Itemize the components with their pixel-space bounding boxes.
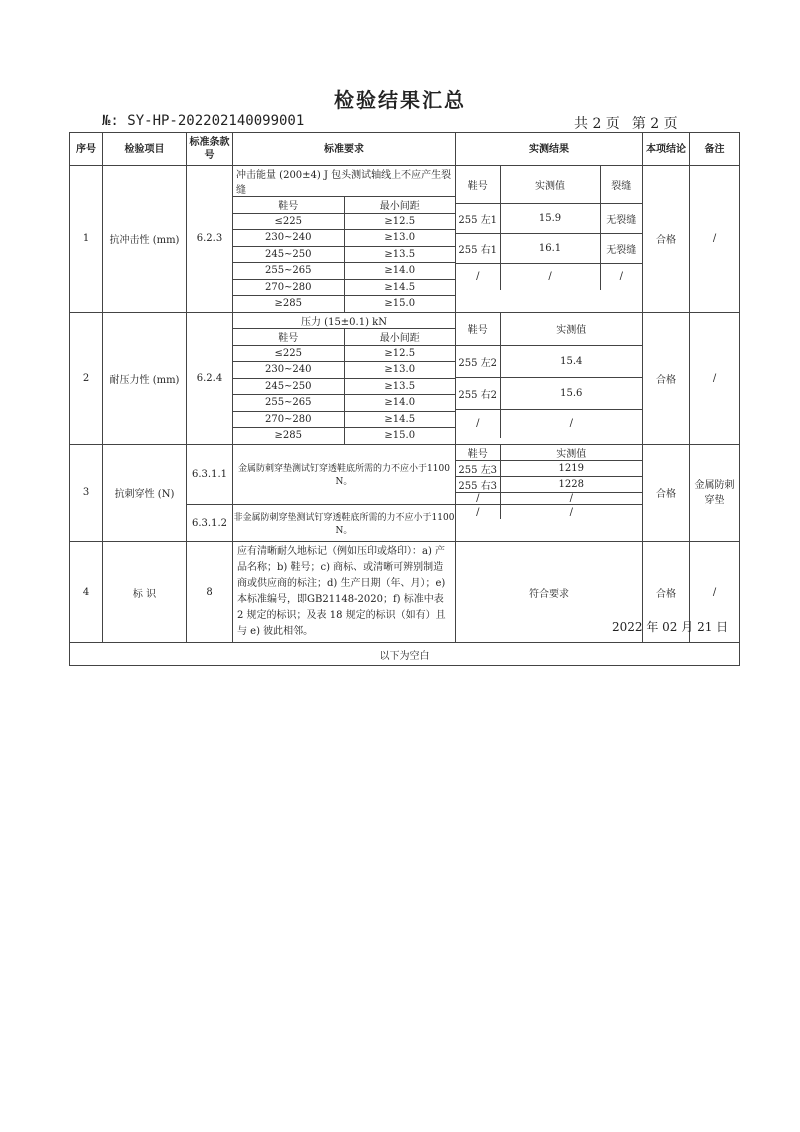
measured-value: 15.4 xyxy=(500,346,642,378)
conclusion-cell: 合格 xyxy=(643,444,690,542)
table-header-row xyxy=(70,133,740,166)
res-header-crack: 裂缝 xyxy=(600,166,642,203)
table-row xyxy=(70,312,740,444)
measured-value: 1228 xyxy=(500,476,642,492)
conclusion-cell: 合格 xyxy=(643,166,690,313)
measured-value: 1219 xyxy=(500,460,642,476)
col-remark: 备注 xyxy=(690,133,740,166)
requirement-title: 冲击能量 (200±4) J 包头测试轴线上不应产生裂缝 xyxy=(233,166,455,197)
result-cell xyxy=(456,166,643,313)
col-requirement: 标准要求 xyxy=(233,133,456,166)
min-gap: ≥15.0 xyxy=(384,430,416,442)
requirement-text: 应有清晰耐久地标记（例如压印或烙印）：a) 产品名称；b) 鞋号；c) 商标、或清晰可辨别制造商或供应商的标注；d) 生产日期（年、月）；e) 本标准编号，即GB21148-2020；f) 标准中表 2 规定的标识；及表 18 规定的标识（如有）且与 e) 彼此相邻。 xyxy=(233,542,456,643)
result-subtable xyxy=(456,445,642,505)
remark-cell: / xyxy=(690,166,740,313)
res-header-value: 实测值 xyxy=(500,313,642,346)
report-date: 2022 年 02 月 21 日 xyxy=(612,620,729,634)
item-cell: 耐压力性 (mm) xyxy=(103,312,187,444)
sample-id: 255 左3 xyxy=(456,460,500,476)
subheader-size: 鞋号 xyxy=(233,197,344,214)
res-header-value: 实测值 xyxy=(500,445,642,461)
result-subtable xyxy=(456,505,642,519)
size-range: ≤225 xyxy=(233,345,344,362)
size-range: ≥285 xyxy=(233,296,344,312)
page-number: 第 2 页 xyxy=(631,116,678,132)
result-cell xyxy=(456,444,643,505)
seq-cell: 4 xyxy=(70,542,103,643)
table-row xyxy=(70,444,740,505)
measured-value: / xyxy=(569,506,573,518)
sample-id: 255 右3 xyxy=(456,476,500,492)
size-range: 255~265 xyxy=(233,395,344,412)
size-range: 245~250 xyxy=(233,378,344,395)
sample-id: 255 右1 xyxy=(456,233,500,263)
measured-value: / xyxy=(569,418,573,430)
clause-cell: 6.2.3 xyxy=(187,166,233,313)
result-text: 符合要求 xyxy=(456,542,643,643)
sample-id: / xyxy=(456,410,500,438)
result-subtable xyxy=(456,313,642,438)
requirement-cell xyxy=(233,312,456,444)
result-cell xyxy=(456,312,643,444)
res-header-value: 实测值 xyxy=(500,166,600,203)
size-range: 270~280 xyxy=(233,279,344,296)
item-cell: 标 识 xyxy=(103,542,187,643)
seq-cell: 1 xyxy=(70,166,103,313)
requirement-text: 非金属防刺穿垫测试钉穿透鞋底所需的力不应小于1100 N。 xyxy=(233,505,456,542)
res-header-size: 鞋号 xyxy=(456,313,500,346)
item-cell: 抗刺穿性 (N) xyxy=(103,444,187,542)
subheader-min: 最小间距 xyxy=(344,197,455,214)
min-gap: ≥13.0 xyxy=(344,362,455,379)
page-counter xyxy=(574,113,690,133)
col-result: 实测结果 xyxy=(456,133,643,166)
sample-id: / xyxy=(456,505,500,519)
seq-cell: 3 xyxy=(70,444,103,542)
table-row xyxy=(70,166,740,313)
min-gap: ≥14.0 xyxy=(344,263,455,280)
col-seq: 序号 xyxy=(70,133,103,166)
blank-note: 以下为空白 xyxy=(70,643,740,666)
res-header-size: 鞋号 xyxy=(456,166,500,203)
measured-value: 15.9 xyxy=(500,203,600,233)
crack-result: 无裂缝 xyxy=(600,233,642,263)
requirement-subtable xyxy=(233,166,455,312)
size-range: 230~240 xyxy=(233,362,344,379)
col-conclusion: 本项结论 xyxy=(643,133,690,166)
sample-id: / xyxy=(456,492,500,504)
size-range: 230~240 xyxy=(233,230,344,247)
result-subtable xyxy=(456,166,642,290)
remark-cell: / xyxy=(690,542,740,643)
blank-note-row xyxy=(70,643,740,666)
size-range: 245~250 xyxy=(233,246,344,263)
crack-result: 无裂缝 xyxy=(600,203,642,233)
min-gap: ≥13.5 xyxy=(344,378,455,395)
measured-value: / xyxy=(500,263,600,290)
min-gap: ≥13.5 xyxy=(344,246,455,263)
clause-cell: 6.3.1.1 xyxy=(187,444,233,505)
clause-cell: 8 xyxy=(187,542,233,643)
sample-id: 255 左1 xyxy=(456,203,500,233)
sample-id: 255 右2 xyxy=(456,378,500,410)
total-pages: 共 2 页 xyxy=(574,116,620,132)
page-title: 检验结果汇总 xyxy=(334,88,466,112)
subheader-size: 鞋号 xyxy=(233,329,344,346)
size-range: 270~280 xyxy=(233,411,344,428)
size-range: ≤225 xyxy=(233,213,344,230)
requirement-title: 压力 (15±0.1) kN xyxy=(233,313,455,329)
crack-result: / xyxy=(619,271,623,283)
item-cell: 抗冲击性 (mm) xyxy=(103,166,187,313)
subheader-min: 最小间距 xyxy=(344,329,455,346)
min-gap: ≥12.5 xyxy=(344,213,455,230)
res-header-size: 鞋号 xyxy=(456,445,500,461)
clause-cell: 6.2.4 xyxy=(187,312,233,444)
requirement-text: 金属防刺穿垫测试钉穿透鞋底所需的力不应小于1100 N。 xyxy=(233,444,456,505)
result-cell xyxy=(456,505,643,542)
col-item: 检验项目 xyxy=(103,133,187,166)
min-gap: ≥15.0 xyxy=(384,298,416,310)
conclusion-cell: 合格 xyxy=(643,542,690,643)
requirement-cell xyxy=(233,166,456,313)
results-table xyxy=(69,132,740,666)
document-number: №: SY-HP-202202140099001 xyxy=(102,113,305,129)
measured-value: / xyxy=(569,492,573,504)
conclusion-cell: 合格 xyxy=(643,312,690,444)
min-gap: ≥12.5 xyxy=(344,345,455,362)
min-gap: ≥14.5 xyxy=(344,279,455,296)
sample-id: / xyxy=(456,263,500,290)
remark-cell: 金属防刺穿垫 xyxy=(690,444,740,542)
min-gap: ≥14.0 xyxy=(344,395,455,412)
min-gap: ≥14.5 xyxy=(344,411,455,428)
measured-value: 15.6 xyxy=(500,378,642,410)
seq-cell: 2 xyxy=(70,312,103,444)
clause-cell: 6.3.1.2 xyxy=(187,505,233,542)
size-range: ≥285 xyxy=(233,428,344,444)
measured-value: 16.1 xyxy=(500,233,600,263)
min-gap: ≥13.0 xyxy=(344,230,455,247)
sample-id: 255 左2 xyxy=(456,346,500,378)
col-clause: 标准条款号 xyxy=(187,133,233,166)
size-range: 255~265 xyxy=(233,263,344,280)
remark-cell: / xyxy=(690,312,740,444)
requirement-subtable xyxy=(233,313,455,444)
